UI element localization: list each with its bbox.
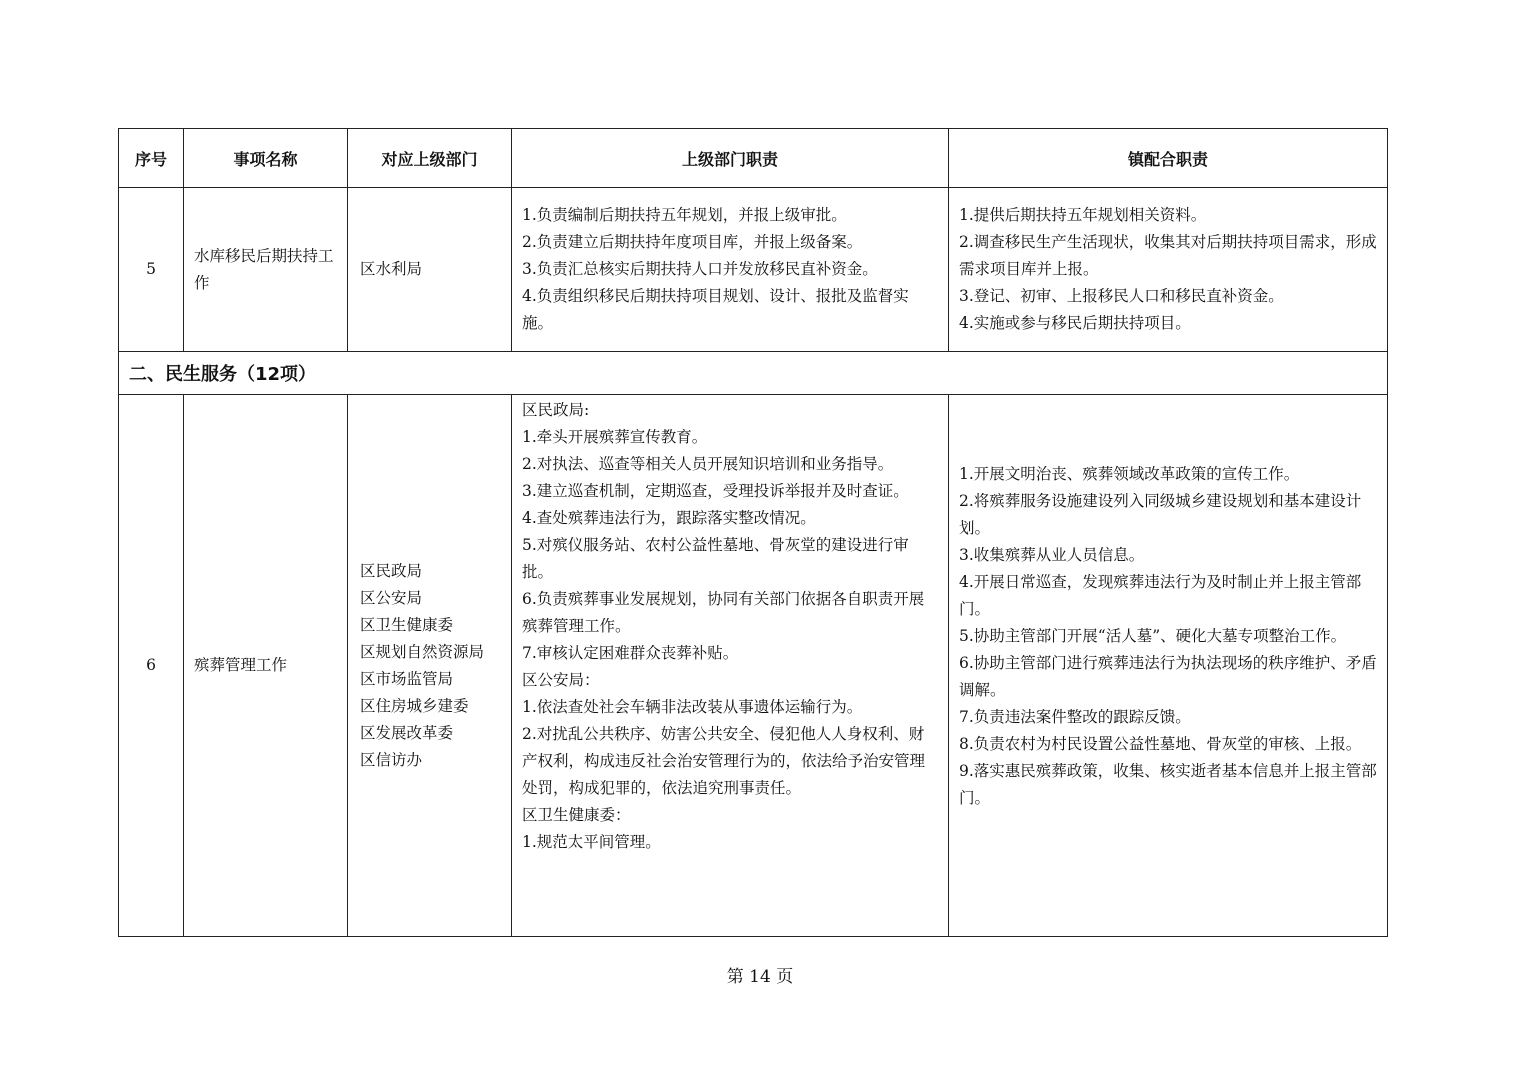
town-duties [949,395,1388,937]
item-name: 水库移民后期扶持工作 [184,188,348,352]
header-superior-duties: 上级部门职责 [512,129,949,188]
dept-list [348,188,512,352]
duty-line: 2.对执法、巡查等相关人员开展知识培训和业务指导。 [522,455,894,473]
dept-item: 区民政局 [360,561,423,580]
duty-line: 3.负责汇总核实后期扶持人口并发放移民直补资金。 [522,260,878,278]
dept-item: 区公安局 [360,588,423,607]
duty-line: 7.审核认定困难群众丧葬补贴。 [522,644,739,662]
table-header-row [119,129,1388,188]
item-name: 殡葬管理工作 [184,395,348,937]
duty-line: 区公安局： [522,671,600,689]
duty-line: 2.负责建立后期扶持年度项目库，并报上级备案。 [522,233,863,251]
coop-line: 4.实施或参与移民后期扶持项目。 [959,314,1191,332]
dept-item: 区发展改革委 [360,723,454,742]
duty-line: 1.依法查处社会车辆非法改装从事遗体运输行为。 [522,698,863,716]
section-title: 二、民生服务（12项） [119,352,1388,395]
duty-line: 1.规范太平间管理。 [522,833,661,851]
duty-line: 4.负责组织移民后期扶持项目规划、设计、报批及监督实施。 [522,287,909,332]
dept-item: 区规划自然资源局 [360,642,485,661]
duty-line: 3.建立巡查机制，定期巡查，受理投诉举报并及时查证。 [522,482,909,500]
coop-line: 2.调查移民生产生活现状，收集其对后期扶持项目需求，形成需求项目库并上报。 [959,233,1377,278]
dept-list [348,395,512,937]
superior-duties [512,188,949,352]
coop-line: 6.协助主管部门进行殡葬违法行为执法现场的秩序维护、矛盾调解。 [959,654,1377,699]
coop-line: 9.落实惠民殡葬政策，收集、核实逝者基本信息并上报主管部门。 [959,762,1377,807]
header-item-name: 事项名称 [184,129,348,188]
duty-line: 6.负责殡葬事业发展规划，协同有关部门依据各自职责开展殡葬管理工作。 [522,590,925,635]
row-number: 5 [119,188,184,352]
duty-line: 1.牵头开展殡葬宣传教育。 [522,428,708,446]
row-number: 6 [119,395,184,937]
superior-duties [512,395,949,937]
coop-line: 3.登记、初审、上报移民人口和移民直补资金。 [959,287,1284,305]
dept-item: 区住房城乡建委 [360,696,469,715]
duty-table-page [118,128,1387,937]
table-row [119,395,1388,937]
duty-line: 4.查处殡葬违法行为，跟踪落实整改情况。 [522,509,816,527]
duty-line: 1.负责编制后期扶持五年规划，并报上级审批。 [522,206,847,224]
dept-item: 区市场监管局 [360,669,454,688]
duty-line: 区民政局: [522,401,590,419]
dept-item: 区水利局 [360,260,423,278]
coop-line: 1.提供后期扶持五年规划相关资料。 [959,206,1207,224]
section-row [119,352,1388,395]
coop-line: 8.负责农村为村民设置公益性墓地、骨灰堂的审核、上报。 [959,735,1362,753]
header-no: 序号 [119,129,184,188]
coop-line: 5.协助主管部门开展“活人墓”、硬化大墓专项整治工作。 [959,627,1347,645]
duty-line: 2.对扰乱公共秩序、妨害公共安全、侵犯他人人身权利、财产权利，构成违反社会治安管理行为的，依法给予治安管理处罚，构成犯罪的，依法追究刑事责任。 [522,725,926,797]
duty-line: 5.对殡仪服务站、农村公益性墓地、骨灰堂的建设进行审批。 [522,536,909,581]
header-superior-dept: 对应上级部门 [348,129,512,188]
town-duties [949,188,1388,352]
coop-line: 2.将殡葬服务设施建设列入同级城乡建设规划和基本建设计划。 [959,492,1362,537]
header-town-duties: 镇配合职责 [949,129,1388,188]
coop-line: 7.负责违法案件整改的跟踪反馈。 [959,708,1191,726]
dept-item: 区信访办 [360,750,423,769]
page-number: 第 14 页 [726,967,794,987]
coop-line: 1.开展文明治丧、殡葬领域改革政策的宣传工作。 [959,465,1300,483]
dept-item: 区卫生健康委 [360,615,454,634]
duty-table [118,128,1388,937]
table-row [119,188,1388,352]
coop-line: 3.收集殡葬从业人员信息。 [959,546,1145,564]
coop-line: 4.开展日常巡查，发现殡葬违法行为及时制止并上报主管部门。 [959,573,1362,618]
duty-line: 区卫生健康委： [522,806,631,824]
